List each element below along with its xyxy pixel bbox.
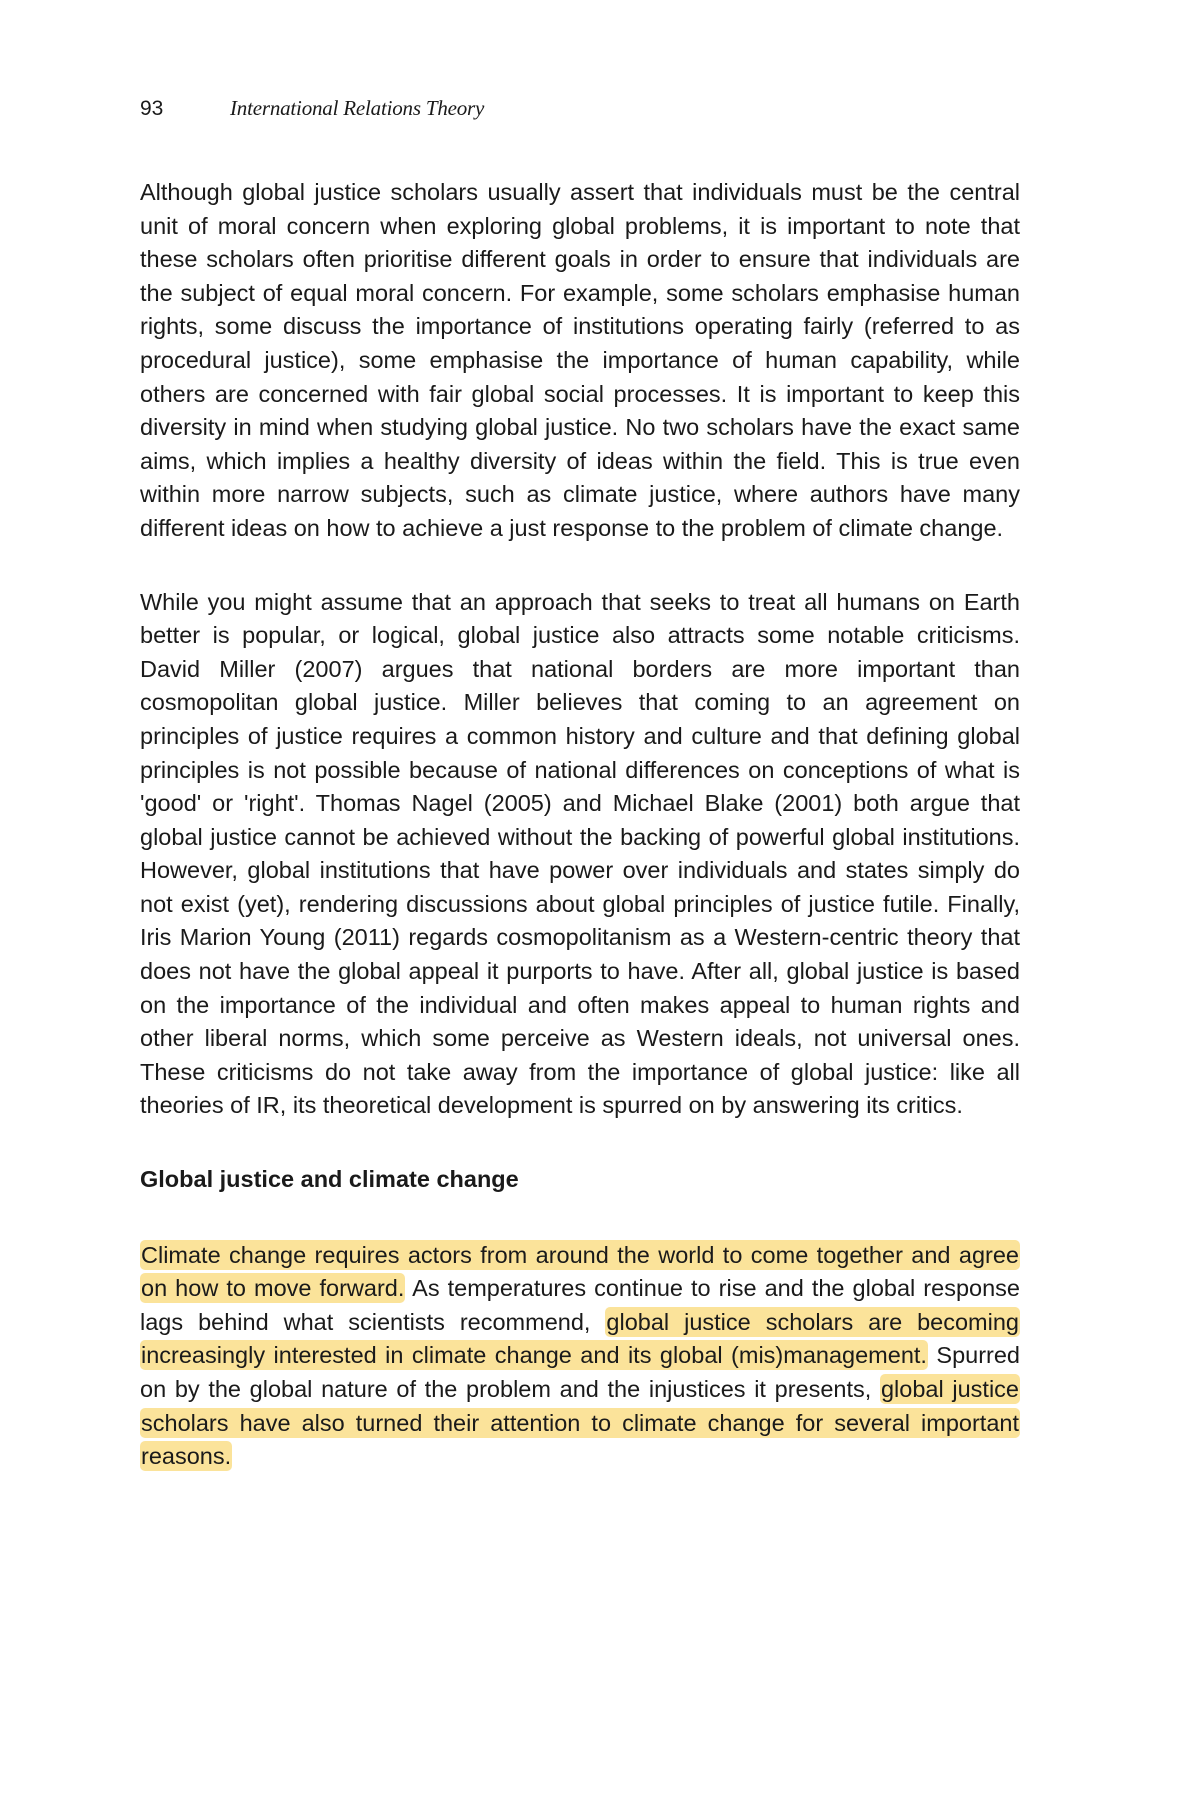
body-text: As temperatures continue to rise and the global response lags behind what scientists recommend,	[140, 1275, 1020, 1335]
body-text: Spurred on by the global nature of the problem and the injustices it presents,	[140, 1342, 1020, 1402]
book-page	[140, 96, 1020, 1514]
section-heading: Global justice and climate change	[140, 1166, 519, 1193]
body-paragraph-3	[140, 1239, 1020, 1474]
body-paragraph-1: Although global justice scholars usually assert that individuals must be the central unit of moral concern when exploring global problems, it is important to note that these scholars often prioritise different goals in order to ensure that individuals are the subject of equal moral concern. For example, some scholars emphasise human rights, some discuss the importance of institutions operating fairly (referred to as procedural justice), some emphasise the importance of human capability, while others are concerned with fair global social processes. It is important to keep this diversity in mind when studying global justice. No two scholars have the exact same aims, which implies a healthy diversity of ideas within the field. This is true even within more narrow subjects, such as climate justice, where authors have many different ideas on how to achieve a just response to the problem of climate change.	[140, 179, 1020, 541]
highlighted-text[interactable]: Climate change requires actors from around the world to come together and agree on how to move forward.	[141, 1241, 1019, 1302]
page-number: 93	[140, 97, 164, 120]
running-header	[140, 96, 1020, 126]
highlighted-text[interactable]: global justice scholars are becoming increasingly interested in climate change and its global (mis)management.	[141, 1308, 1019, 1369]
running-title: International Relations Theory	[230, 96, 485, 120]
highlighted-text[interactable]: global justice scholars have also turned their attention to climate change for several important reasons.	[141, 1376, 1019, 1470]
body-paragraph-2: While you might assume that an approach that seeks to treat all humans on Earth better is popular, or logical, global justice also attracts some notable criticisms. David Miller (2007) argues that national borders are more important than cosmopolitan global justice. Miller believes that coming to an agreement on principles of justice requires a common history and culture and that defining global principles is not possible because of national differences on conceptions of what is 'good' or 'right'. Thomas Nagel (2005) and Michael Blake (2001) both argue that global justice cannot be achieved without the backing of powerful global institutions. However, global institutions that have power over individuals and states simply do not exist (yet), rendering discussions about global principles of justice futile. Finally, Iris Marion Young (2011) regards cosmopolitanism as a Western-centric theory that does not have the global appeal it purports to have. After all, global justice is based on the importance of the individual and often makes appeal to human rights and other liberal norms, which some perceive as Western ideals, not universal ones. These criticisms do not take away from the importance of global justice: like all theories of IR, its theoretical development is spurred on by answering its critics.	[140, 588, 1020, 1119]
